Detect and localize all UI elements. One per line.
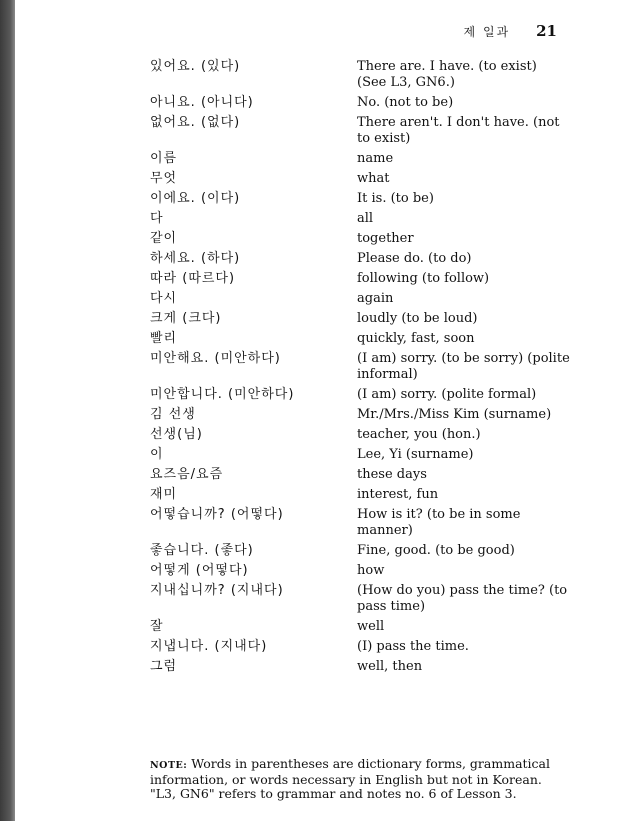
korean-term: 지내십니까? (지내다) [150,583,284,598]
vocab-row [150,563,570,579]
vocab-row [150,211,570,227]
vocabulary-list [150,59,570,679]
english-gloss: Lee, Yi (surname) [357,447,474,462]
english-gloss: Mr./Mrs./Miss Kim (surname) [357,407,552,422]
english-gloss: Fine, good. (to be good) [357,543,515,558]
vocab-row [150,271,570,287]
vocab-row [150,331,570,347]
page-header [464,22,557,40]
vocab-row [150,387,570,403]
korean-term: 김 선생 [150,407,196,422]
english-gloss: well [357,619,385,634]
note-label: NOTE: [150,760,188,771]
korean-term: 이 [150,447,164,462]
vocab-row [150,447,570,463]
vocab-row [150,251,570,267]
korean-term: 하세요. (하다) [150,251,241,266]
korean-term: 따라 (따르다) [150,271,236,286]
english-gloss: name [357,151,394,166]
korean-term: 빨리 [150,331,178,346]
vocab-row [150,115,570,147]
english-gloss: (I am) sorry. (to be sorry) (polite informal) [357,351,570,382]
english-gloss: No. (not to be) [357,95,454,110]
vocab-row [150,583,570,615]
korean-term: 미안해요. (미안하다) [150,351,281,366]
lesson-title: 제 일과 [463,25,511,39]
english-gloss: (How do you) pass the time? (to pass time) [357,583,568,614]
vocab-row [150,467,570,483]
english-gloss: It is. (to be) [357,191,434,206]
korean-term: 다 [150,211,164,226]
english-gloss: interest, fun [357,487,439,502]
korean-term: 아니요. (아니다) [150,95,254,110]
english-gloss: how [357,563,385,578]
korean-term: 그럼 [150,659,178,674]
english-gloss: There aren't. I don't have. (not to exist) [357,115,560,146]
vocab-row [150,507,570,539]
vocab-row [150,407,570,423]
english-gloss: teacher, you (hon.) [357,427,481,442]
english-gloss: these days [357,467,427,482]
english-gloss: How is it? (to be in some manner) [357,507,521,538]
korean-term: 재미 [150,487,178,502]
english-gloss: loudly (to be loud) [357,311,478,326]
english-gloss: (I am) sorry. (polite formal) [357,387,537,402]
vocab-row [150,231,570,247]
vocab-row [150,639,570,655]
english-gloss: what [357,171,390,186]
english-gloss: all [357,211,374,226]
book-spine-shadow [0,0,15,821]
korean-term: 이에요. (이다) [150,191,241,206]
korean-term: 다시 [150,291,178,306]
note-text: Words in parentheses are dictionary forms, grammatical information, or words necessary in English but not in Korean. "L3, GN6" refers to grammar and notes no. 6 of Lesson 3. [150,756,550,801]
english-gloss: again [357,291,394,306]
korean-term: 없어요. (없다) [150,115,241,130]
vocab-row [150,427,570,443]
korean-term: 어떻게 (어떻다) [150,563,249,578]
vocab-row [150,95,570,111]
vocab-row [150,291,570,307]
english-gloss: (I) pass the time. [357,639,469,654]
korean-term: 지냅니다. (지내다) [150,639,268,654]
english-gloss: Please do. (to do) [357,251,472,266]
korean-term: 좋습니다. (좋다) [150,543,254,558]
page-number: 21 [536,22,557,40]
korean-term: 크게 (크다) [150,311,222,326]
vocab-row [150,171,570,187]
korean-term: 있어요. (있다) [150,59,241,74]
vocab-row [150,311,570,327]
vocab-row [150,151,570,167]
english-gloss: together [357,231,414,246]
vocab-row [150,619,570,635]
korean-term: 이름 [150,151,178,166]
vocab-row [150,351,570,383]
korean-term: 미안합니다. (미안하다) [150,387,295,402]
english-gloss: well, then [357,659,423,674]
vocab-row [150,543,570,559]
vocab-row [150,191,570,207]
korean-term: 무엇 [150,171,178,186]
vocab-row [150,59,570,91]
footnote [150,757,562,801]
english-gloss: There are. I have. (to exist) (See L3, GN6.) [357,59,537,90]
korean-term: 같이 [150,231,178,246]
english-gloss: quickly, fast, soon [357,331,475,346]
korean-term: 요즈음/요즘 [150,467,224,482]
korean-term: 어떻습니까? (어떻다) [150,507,284,522]
korean-term: 선생(님) [150,427,203,442]
vocab-row [150,487,570,503]
english-gloss: following (to follow) [357,271,490,286]
korean-term: 잘 [150,619,164,634]
vocab-row [150,659,570,675]
